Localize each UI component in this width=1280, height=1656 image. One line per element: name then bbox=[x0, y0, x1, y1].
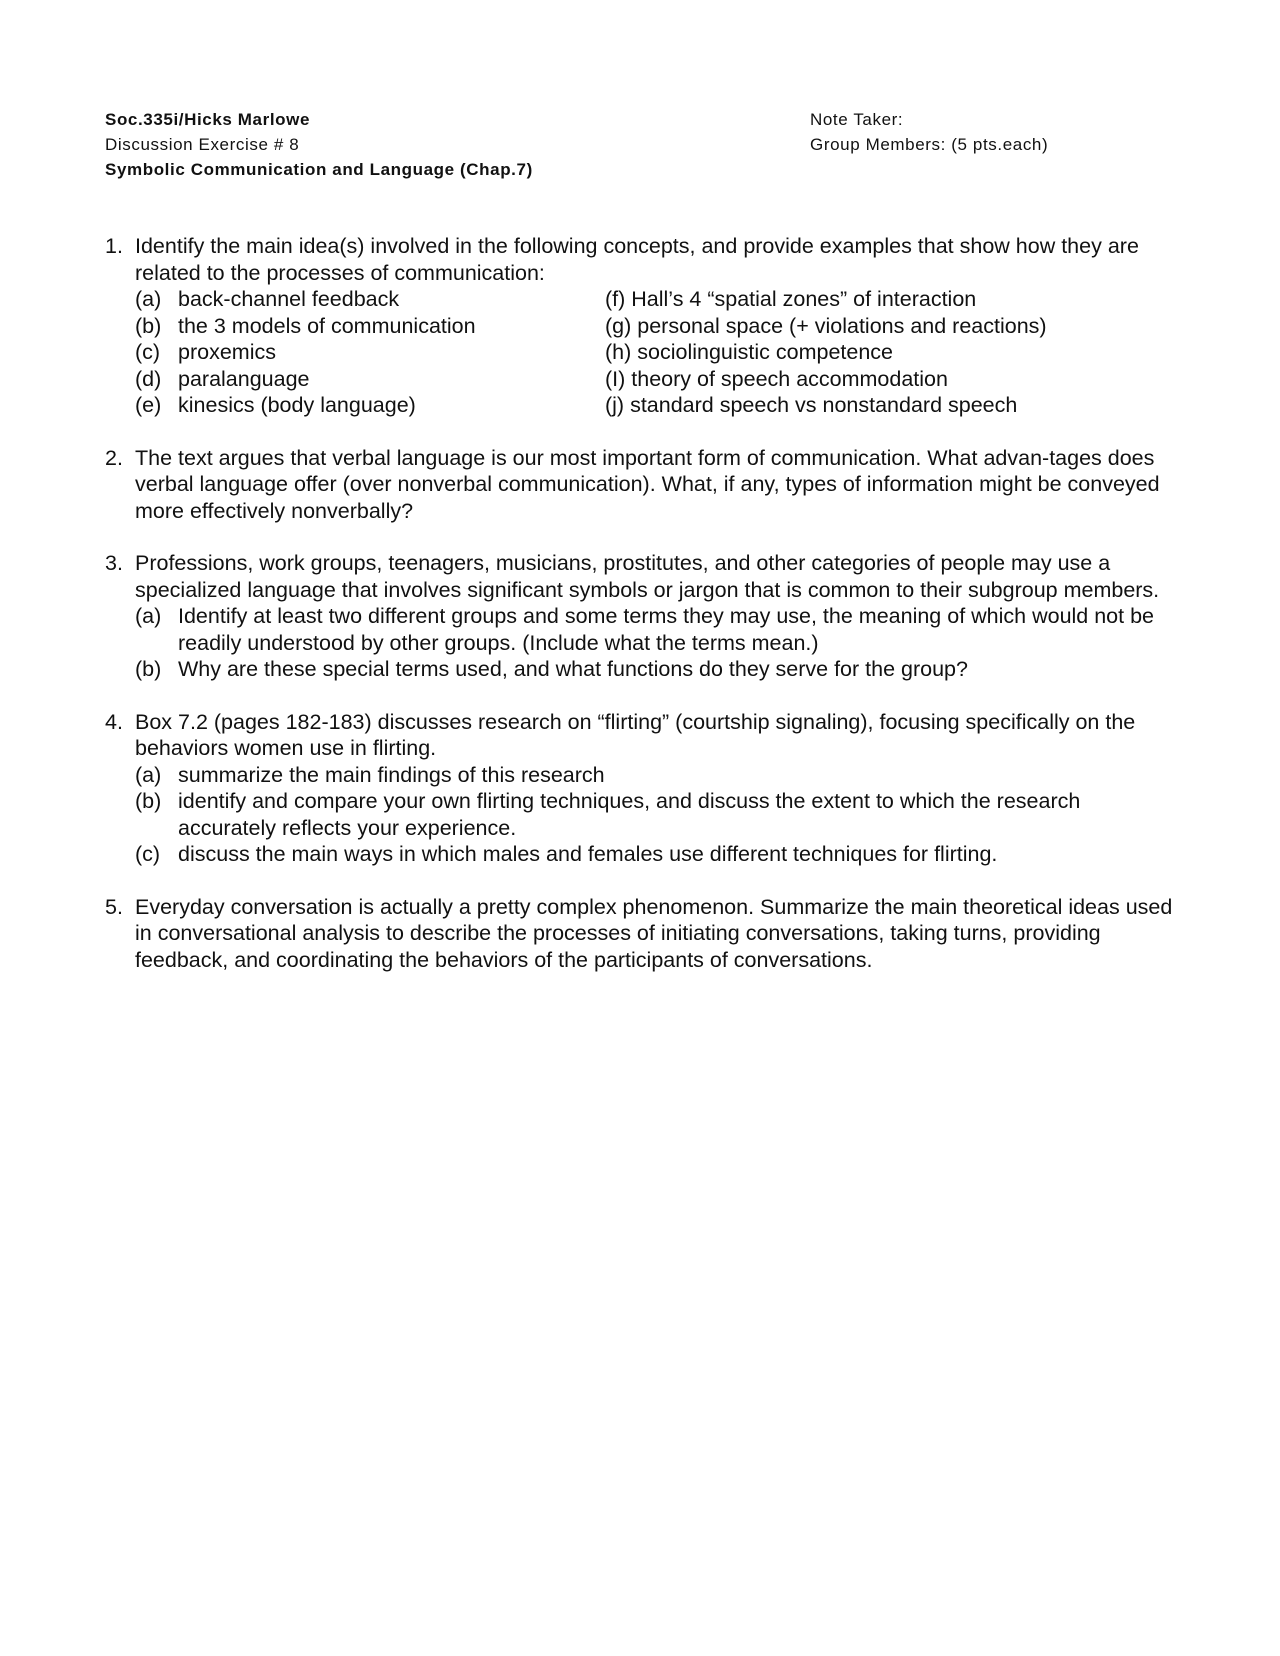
concept-label: (a) bbox=[135, 287, 162, 311]
concept-label: (e) bbox=[135, 393, 162, 417]
question-1 bbox=[105, 233, 1180, 419]
concept-text: back-channel feedback bbox=[178, 287, 400, 311]
concept-item: (g) personal space (+ violations and reactions) bbox=[605, 313, 1047, 338]
sub-question-text: identify and compare your own flirting techniques, and discuss the extent to which the research accurately reflects your experience. bbox=[178, 789, 1081, 840]
concept-list bbox=[135, 286, 1175, 419]
concept-column-left bbox=[135, 286, 605, 419]
concept-column-right bbox=[605, 286, 1165, 419]
question-number: 1. bbox=[105, 234, 123, 258]
sub-question-text: Why are these special terms used, and what functions do they serve for the group? bbox=[178, 657, 968, 681]
sub-question-label: (a) bbox=[135, 604, 162, 628]
question-list bbox=[105, 233, 1180, 999]
question-text: Everyday conversation is actually a pretty complex phenomenon. Summarize the main theoretical ideas used in conversational analysis to describe the processes of initiating conversations, taking turns, providing feedback, and coordinating the behaviors of the participants of conversations. bbox=[135, 894, 1173, 972]
sub-question-label: (b) bbox=[135, 657, 162, 681]
question-3 bbox=[105, 550, 1180, 683]
concept-item bbox=[135, 313, 605, 340]
concept-item: (f) Hall’s 4 “spatial zones” of interaction bbox=[605, 287, 977, 311]
concept-text: paralanguage bbox=[178, 366, 310, 391]
question-number: 5. bbox=[105, 894, 123, 919]
sub-question bbox=[135, 603, 1180, 656]
concept-text: the 3 models of communication bbox=[178, 313, 476, 338]
question-text: Box 7.2 (pages 182-183) discusses research on “flirting” (courtship signaling), focusing specifically on the behaviors women use in flirting. bbox=[135, 709, 1136, 760]
question-number: 3. bbox=[105, 551, 123, 575]
note-taker-label: Note Taker: bbox=[810, 110, 904, 129]
sub-question-text: discuss the main ways in which males and females use different techniques for flirting. bbox=[178, 842, 998, 866]
concept-label: (c) bbox=[135, 340, 161, 364]
topic-title: Symbolic Communication and Language (Chap.7) bbox=[105, 160, 533, 179]
sub-question-label: (c) bbox=[135, 842, 161, 866]
sub-question bbox=[135, 841, 1180, 868]
sub-question bbox=[135, 788, 1180, 841]
question-2 bbox=[105, 445, 1180, 525]
concept-item: (I) theory of speech accommodation bbox=[605, 366, 948, 391]
concept-text: proxemics bbox=[178, 340, 276, 364]
concept-label: (d) bbox=[135, 366, 162, 391]
header-left bbox=[105, 107, 745, 182]
exercise-title: Discussion Exercise # 8 bbox=[105, 135, 300, 154]
question-4 bbox=[105, 709, 1180, 868]
concept-text: kinesics (body language) bbox=[178, 393, 416, 417]
concept-item: (h) sociolinguistic competence bbox=[605, 340, 893, 364]
concept-item: (j) standard speech vs nonstandard speech bbox=[605, 393, 1018, 417]
sub-question-label: (a) bbox=[135, 762, 162, 787]
concept-item bbox=[135, 339, 605, 366]
question-text: Identify the main idea(s) involved in the following concepts, and provide examples that show how they are related to the processes of communication: bbox=[135, 234, 1139, 285]
question-text: The text argues that verbal language is our most important form of communication. What advan-tages does verbal language offer (over nonverbal communication). What, if any, types of information might be conveyed more effectively nonverbally? bbox=[135, 445, 1160, 523]
concept-item bbox=[135, 366, 605, 393]
concept-item bbox=[135, 286, 605, 313]
question-number: 4. bbox=[105, 709, 123, 734]
question-5 bbox=[105, 894, 1180, 974]
sub-question bbox=[135, 762, 1180, 789]
sub-question-label: (b) bbox=[135, 789, 162, 813]
header-right bbox=[810, 107, 1210, 157]
sub-question-text: summarize the main findings of this research bbox=[178, 762, 605, 787]
sub-question bbox=[135, 656, 1180, 683]
concept-item bbox=[135, 392, 605, 419]
group-members-label: Group Members: (5 pts.each) bbox=[810, 135, 1049, 154]
course-title: Soc.335i/Hicks Marlowe bbox=[105, 110, 311, 129]
question-number: 2. bbox=[105, 445, 123, 470]
question-text: Professions, work groups, teenagers, musicians, prostitutes, and other categories of people may use a specialized language that involves significant symbols or jargon that is common to their subgroup members. bbox=[135, 551, 1160, 602]
sub-question-text: Identify at least two different groups and some terms they may use, the meaning of which would not be readily understood by other groups. (Include what the terms mean.) bbox=[178, 604, 1155, 655]
concept-label: (b) bbox=[135, 313, 162, 338]
